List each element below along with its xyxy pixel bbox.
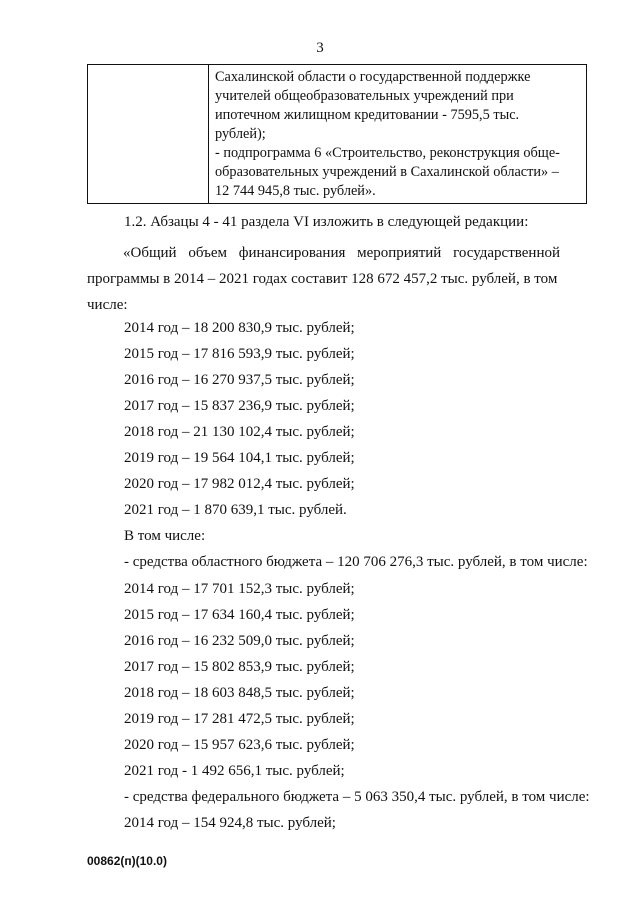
regional-year-row: 2020 год – 15 957 623,6 тыс. рублей; bbox=[124, 737, 355, 753]
regional-year-row: 2014 год – 17 701 152,3 тыс. рублей; bbox=[124, 581, 355, 597]
regional-year-row: 2019 год – 17 281 472,5 тыс. рублей; bbox=[124, 711, 355, 727]
regional-year-row: 2018 год – 18 603 848,5 тыс. рублей; bbox=[124, 685, 355, 701]
including-label: В том числе: bbox=[124, 528, 206, 544]
table-line: рублей); bbox=[215, 126, 266, 142]
total-year-row: 2017 год – 15 837 236,9 тыс. рублей; bbox=[124, 398, 355, 414]
total-year-row: 2018 год – 21 130 102,4 тыс. рублей; bbox=[124, 424, 355, 440]
document-code: 00862(п)(10.0) bbox=[87, 854, 167, 868]
intro-paragraph bbox=[87, 240, 587, 318]
continuation-table bbox=[87, 64, 587, 204]
table-right-cell bbox=[209, 65, 587, 204]
table-line: 12 744 945,8 тыс. рублей». bbox=[215, 183, 376, 199]
table-line: учителей общеобразовательных учреждений при bbox=[215, 88, 514, 104]
total-year-row: 2015 год – 17 816 593,9 тыс. рублей; bbox=[124, 346, 355, 362]
table-line: ипотечном жилищном кредитовании - 7595,5 тыс. bbox=[215, 107, 520, 123]
total-year-row: 2016 год – 16 270 937,5 тыс. рублей; bbox=[124, 372, 355, 388]
regional-year-row: 2016 год – 16 232 509,0 тыс. рублей; bbox=[124, 633, 355, 649]
total-year-row: 2021 год – 1 870 639,1 тыс. рублей. bbox=[124, 502, 347, 518]
table-left-cell bbox=[88, 65, 209, 204]
regional-year-row: 2021 год - 1 492 656,1 тыс. рублей; bbox=[124, 763, 345, 779]
table-line: Сахалинской области о государственной поддержке bbox=[215, 69, 531, 85]
federal-year-row: 2014 год – 154 924,8 тыс. рублей; bbox=[124, 815, 336, 831]
total-year-row: 2020 год – 17 982 012,4 тыс. рублей; bbox=[124, 476, 355, 492]
total-year-row: 2019 год – 19 564 104,1 тыс. рублей; bbox=[124, 450, 355, 466]
page-number: 3 bbox=[316, 40, 324, 56]
regional-year-row: 2015 год – 17 634 160,4 тыс. рублей; bbox=[124, 607, 355, 623]
intro-line: «Общий объем финансирования мероприятий государственной bbox=[123, 245, 560, 261]
intro-line: программы в 2014 – 2021 годах составит 128 672 457,2 тыс. рублей, в том bbox=[87, 271, 558, 287]
regional-year-row: 2017 год – 15 802 853,9 тыс. рублей; bbox=[124, 659, 355, 675]
total-year-row: 2014 год – 18 200 830,9 тыс. рублей; bbox=[124, 320, 355, 336]
federal-budget-heading: - средства федерального бюджета – 5 063 350,4 тыс. рублей, в том числе: bbox=[124, 789, 590, 805]
regional-budget-heading: - средства областного бюджета – 120 706 276,3 тыс. рублей, в том числе: bbox=[124, 554, 588, 570]
intro-line: числе: bbox=[87, 297, 128, 313]
table-line: образовательных учреждений в Сахалинской области» – bbox=[215, 164, 559, 180]
section-heading: 1.2. Абзацы 4 - 41 раздела VI изложить в следующей редакции: bbox=[124, 214, 529, 230]
table-line: - подпрограмма 6 «Строительство, реконструкция обще- bbox=[215, 145, 560, 161]
